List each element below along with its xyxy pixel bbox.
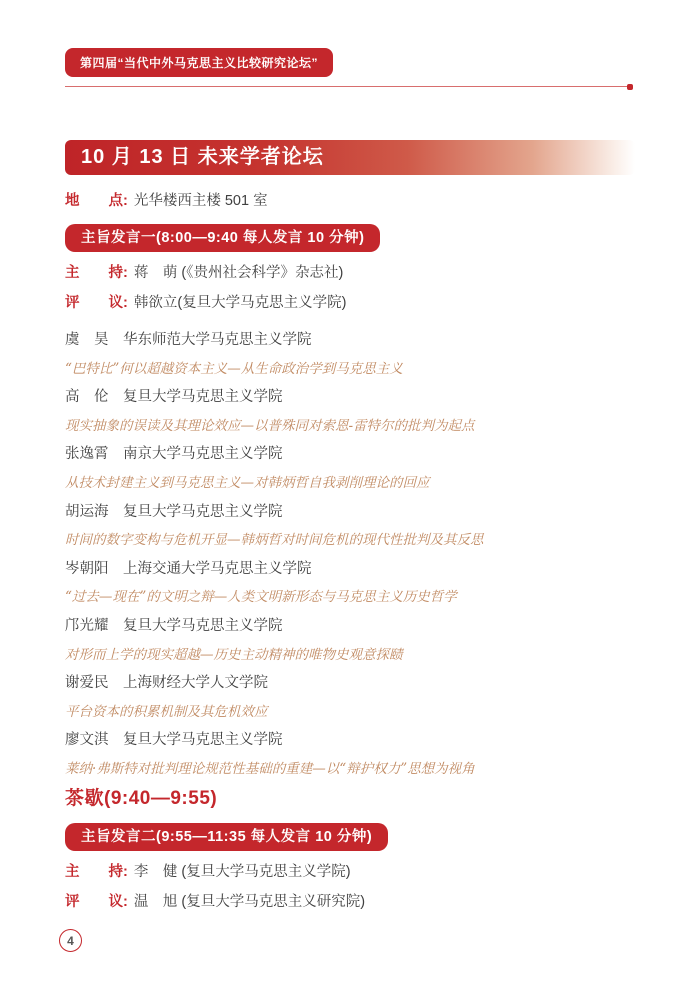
session2-reviewer-line [65,887,635,917]
session2-badge: 主旨发言二(9:55—11:35 每人发言 10 分钟) [65,823,388,851]
session2-host-line [65,857,635,887]
speaker-affiliation: 复旦大学马克思主义学院 [123,732,283,749]
talk-title: 从技术封建主义到马克思主义—对韩炳哲自我剥削理论的回应 [65,474,430,491]
location-value: 光华楼西主楼 501 室 [133,193,268,209]
day-banner: 10 月 13 日 未来学者论坛 [65,140,635,175]
speaker-name: 廖文淇 [65,732,109,749]
talk-title: “巴特比”何以超越资本主义—从生命政治学到马克思主义 [65,360,403,377]
speaker-name: 邝光耀 [65,617,109,634]
host-value: 李 健 (复旦大学马克思主义学院) [133,863,351,880]
speaker-row [65,440,635,469]
speaker-row [65,383,635,412]
speaker-row [65,326,635,355]
speaker-row [65,555,635,584]
reviewer-label: 评 议: [65,295,128,311]
speaker-name: 岑朝阳 [65,560,109,577]
speaker-list [65,326,635,784]
location-label: 地 点: [65,193,128,209]
talk-title: 对形而上学的现实超越—历史主动精神的唯物史观意探赜 [65,646,403,663]
reviewer-value: 韩欲立(复旦大学马克思主义学院) [133,295,347,311]
speaker-affiliation: 南京大学马克思主义学院 [123,446,283,463]
speaker-name: 高 伦 [65,389,109,406]
speaker-name: 胡运海 [65,503,109,520]
talk-title: “过去—现在”的文明之辩—人类文明新形态与马克思主义历史哲学 [65,589,457,606]
page-number-badge: 4 [59,929,82,952]
talk-title: 莱纳·弗斯特对批判理论规范性基础的重建—以“辩护权力”思想为视角 [65,760,475,777]
speaker-affiliation: 华东师范大学马克思主义学院 [123,332,312,348]
speaker-row [65,726,635,755]
talk-title: 时间的数字变构与危机开显—韩炳哲对时间危机的现代性批判及其反思 [65,532,484,549]
speaker-name: 谢爱民 [65,675,109,692]
host-label: 主 持: [65,265,128,281]
speaker-affiliation: 上海交通大学马克思主义学院 [123,560,312,577]
speaker-affiliation: 复旦大学马克思主义学院 [123,617,283,634]
talk-title: 平台资本的积累机制及其危机效应 [65,703,268,720]
speaker-affiliation: 上海财经大学人文学院 [123,675,268,692]
speaker-affiliation: 复旦大学马克思主义学院 [123,389,283,406]
location-line [65,187,635,215]
session1-host-line [65,258,635,288]
forum-title-badge: 第四届“当代中外马克思主义比较研究论坛” [65,48,333,77]
talk-title: 现实抽象的误读及其理论效应—以普殊同对索恩-雷特尔的批判为起点 [65,417,475,434]
session1-badge: 主旨发言一(8:00—9:40 每人发言 10 分钟) [65,224,380,252]
reviewer-value: 温 旭 (复旦大学马克思主义研究院) [133,893,366,910]
speaker-row [65,669,635,698]
session1-meta [65,258,635,318]
session2-meta [65,857,635,917]
speaker-name: 虞 昊 [65,332,109,348]
speaker-affiliation: 复旦大学马克思主义学院 [123,503,283,520]
host-label: 主 持: [65,863,128,880]
host-value: 蒋 萌 (《贵州社会科学》杂志社) [133,265,344,281]
speaker-row [65,612,635,641]
divider-end-dot [627,84,633,90]
header-divider [65,86,631,87]
session1-reviewer-line [65,288,635,318]
speaker-name: 张逸霄 [65,446,109,463]
reviewer-label: 评 议: [65,893,128,910]
speaker-row [65,498,635,527]
tea-break-heading: 茶歇(9:40—9:55) [65,787,218,809]
